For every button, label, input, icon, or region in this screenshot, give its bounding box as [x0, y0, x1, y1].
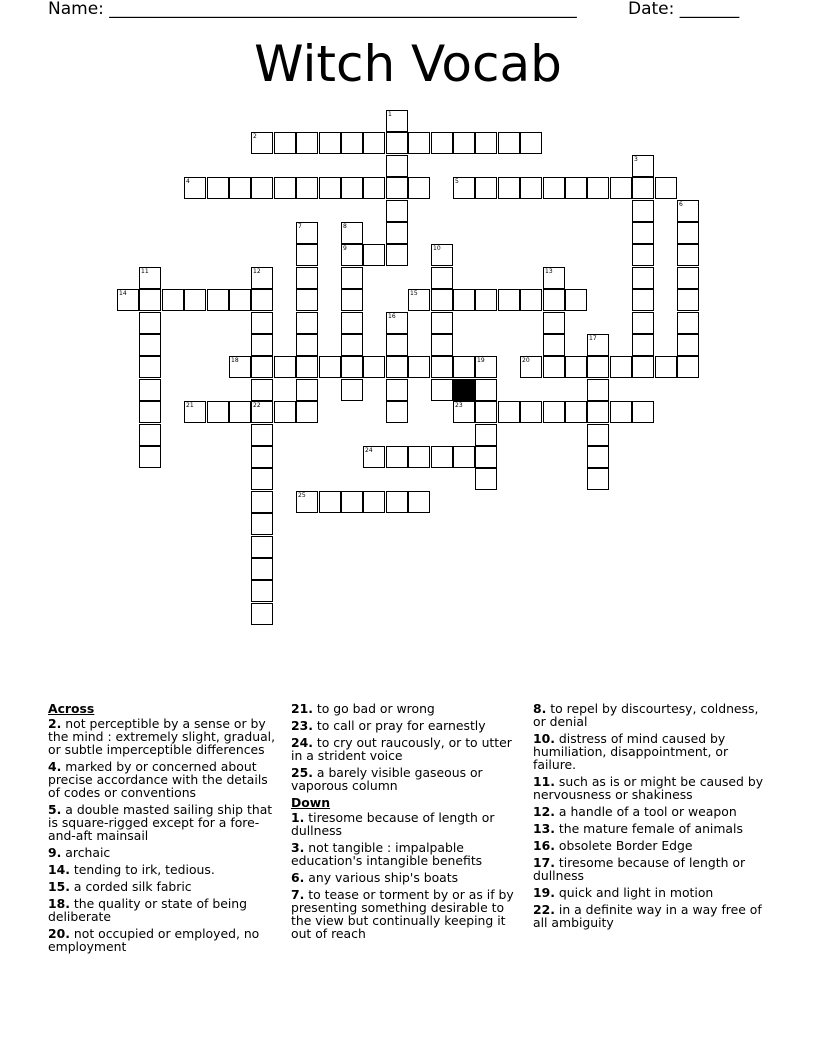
- page-title: Witch Vocab: [254, 35, 562, 93]
- across-clue: [48, 863, 282, 876]
- clue-column-1: [48, 702, 282, 957]
- crossword-cell[interactable]: [386, 155, 408, 177]
- clue-number-label: 5.: [48, 802, 62, 817]
- crossword-cell[interactable]: [632, 356, 654, 378]
- down-clue: [291, 871, 525, 884]
- crossword-cell[interactable]: [475, 177, 497, 199]
- clue-text: a double masted sailing ship that is square-rigged except for a fore-and-aft mainsail: [48, 802, 273, 843]
- crossword-cell[interactable]: [139, 334, 161, 356]
- clue-number: 6: [679, 201, 683, 208]
- crossword-cell[interactable]: [498, 132, 520, 154]
- clue-number-label: 8.: [533, 701, 547, 716]
- crossword-cell[interactable]: [453, 401, 475, 423]
- clue-number-label: 7.: [291, 887, 305, 902]
- clue-text: in a definite way in a way free of all ambiguity: [533, 902, 762, 930]
- crossword-cell[interactable]: [363, 356, 385, 378]
- crossword-cell[interactable]: [341, 356, 363, 378]
- crossword-cell[interactable]: [139, 401, 161, 423]
- crossword-cell[interactable]: [632, 155, 654, 177]
- across-clue: [291, 736, 525, 762]
- clue-text: distress of mind caused by humiliation, disappointment, or failure.: [533, 731, 729, 772]
- crossword-cell[interactable]: [632, 289, 654, 311]
- crossword-cell[interactable]: [543, 334, 565, 356]
- crossword-cell[interactable]: [475, 379, 497, 401]
- crossword-cell[interactable]: [341, 289, 363, 311]
- crossword-cell[interactable]: [543, 401, 565, 423]
- crossword-cell[interactable]: [677, 244, 699, 266]
- crossword-cell[interactable]: [565, 289, 587, 311]
- crossword-cell[interactable]: [251, 536, 273, 558]
- crossword-cell[interactable]: [431, 446, 453, 468]
- crossword-cell[interactable]: [408, 177, 430, 199]
- crossword-cell[interactable]: [319, 132, 341, 154]
- crossword-cell[interactable]: [341, 244, 363, 266]
- clue-number-label: 12.: [533, 804, 555, 819]
- across-clue: [48, 880, 282, 893]
- crossword-cell[interactable]: [251, 446, 273, 468]
- clue-number-label: 4.: [48, 759, 62, 774]
- crossword-cell[interactable]: [207, 177, 229, 199]
- clue-number-label: 1.: [291, 810, 305, 825]
- across-clue: [48, 803, 282, 842]
- black-square: [453, 379, 475, 401]
- crossword-cell[interactable]: [251, 312, 273, 334]
- clue-number-label: 17.: [533, 855, 555, 870]
- crossword-cell[interactable]: [520, 289, 542, 311]
- crossword-cell[interactable]: [229, 289, 251, 311]
- clue-text: to call or pray for earnestly: [316, 718, 486, 733]
- clue-number: 13: [545, 268, 553, 275]
- clue-number-label: 16.: [533, 838, 555, 853]
- crossword-cell[interactable]: [296, 244, 318, 266]
- clue-text: a corded silk fabric: [73, 879, 192, 894]
- clue-text: quick and light in motion: [558, 885, 714, 900]
- crossword-cell[interactable]: [363, 446, 385, 468]
- clue-text: the quality or state of being deliberate: [48, 896, 247, 924]
- crossword-cell[interactable]: [251, 334, 273, 356]
- crossword-cell[interactable]: [139, 356, 161, 378]
- down-clue: [533, 839, 767, 852]
- clue-number-label: 9.: [48, 845, 62, 860]
- clue-number-label: 2.: [48, 716, 62, 731]
- clue-number-label: 25.: [291, 765, 313, 780]
- clue-number-label: 22.: [533, 902, 555, 917]
- crossword-cell[interactable]: [677, 200, 699, 222]
- crossword-cell[interactable]: [296, 491, 318, 513]
- crossword-cell[interactable]: [184, 289, 206, 311]
- crossword-cell[interactable]: [610, 356, 632, 378]
- crossword-cell[interactable]: [274, 401, 296, 423]
- crossword-cell[interactable]: [296, 356, 318, 378]
- clue-number-label: 23.: [291, 718, 313, 733]
- down-clue: [533, 775, 767, 801]
- crossword-cell[interactable]: [139, 289, 161, 311]
- clue-number: 14: [119, 290, 127, 297]
- crossword-cell[interactable]: [543, 289, 565, 311]
- crossword-cell[interactable]: [139, 446, 161, 468]
- clue-text: such as is or might be caused by nervousness or shakiness: [533, 774, 764, 802]
- crossword-cell[interactable]: [341, 312, 363, 334]
- clue-text: obsolete Border Edge: [558, 838, 693, 853]
- clue-number: 3: [634, 156, 638, 163]
- crossword-cell[interactable]: [543, 177, 565, 199]
- crossword-cell[interactable]: [453, 446, 475, 468]
- crossword-cell[interactable]: [408, 356, 430, 378]
- clue-text: tending to irk, tedious.: [73, 862, 215, 877]
- down-clue: [533, 886, 767, 899]
- down-heading: Down: [291, 795, 331, 810]
- clue-number: 8: [343, 223, 347, 230]
- crossword-cell[interactable]: [386, 491, 408, 513]
- crossword-cell[interactable]: [587, 468, 609, 490]
- crossword-cell[interactable]: [632, 200, 654, 222]
- crossword-cell[interactable]: [610, 401, 632, 423]
- clue-number-label: 6.: [291, 870, 305, 885]
- crossword-cell[interactable]: [386, 132, 408, 154]
- crossword-cell[interactable]: [296, 132, 318, 154]
- crossword-cell[interactable]: [677, 289, 699, 311]
- crossword-cell[interactable]: [475, 468, 497, 490]
- crossword-cell[interactable]: [565, 177, 587, 199]
- crossword-cell[interactable]: [677, 356, 699, 378]
- crossword-cell[interactable]: [453, 177, 475, 199]
- crossword-cell[interactable]: [251, 580, 273, 602]
- clue-number: 4: [186, 178, 190, 185]
- crossword-cell[interactable]: [677, 334, 699, 356]
- crossword-cell[interactable]: [632, 334, 654, 356]
- crossword-cell[interactable]: [632, 177, 654, 199]
- crossword-cell[interactable]: [251, 513, 273, 535]
- crossword-cell[interactable]: [431, 132, 453, 154]
- clue-number: 20: [522, 357, 530, 364]
- crossword-cell[interactable]: [632, 401, 654, 423]
- crossword-cell[interactable]: [386, 401, 408, 423]
- crossword-cell[interactable]: [341, 177, 363, 199]
- crossword-cell[interactable]: [498, 177, 520, 199]
- crossword-cell[interactable]: [207, 401, 229, 423]
- clue-number-label: 10.: [533, 731, 555, 746]
- crossword-cell[interactable]: [139, 424, 161, 446]
- crossword-cell[interactable]: [453, 356, 475, 378]
- crossword-cell[interactable]: [274, 177, 296, 199]
- crossword-cell[interactable]: [632, 244, 654, 266]
- clue-number: 25: [298, 492, 306, 499]
- clue-text: to go bad or wrong: [316, 701, 435, 716]
- across-clue: [48, 717, 282, 756]
- crossword-cell[interactable]: [319, 177, 341, 199]
- down-clue: [533, 822, 767, 835]
- crossword-cell[interactable]: [408, 132, 430, 154]
- crossword-cell[interactable]: [139, 379, 161, 401]
- crossword-cell[interactable]: [251, 401, 273, 423]
- clue-number: 18: [231, 357, 239, 364]
- crossword-cell[interactable]: [677, 312, 699, 334]
- crossword-cell[interactable]: [251, 424, 273, 446]
- crossword-cell[interactable]: [431, 312, 453, 334]
- clue-number-label: 19.: [533, 885, 555, 900]
- crossword-cell[interactable]: [386, 356, 408, 378]
- crossword-cell[interactable]: [408, 289, 430, 311]
- crossword-cell[interactable]: [632, 267, 654, 289]
- crossword-cell[interactable]: [543, 267, 565, 289]
- crossword-cell[interactable]: [251, 267, 273, 289]
- crossword-cell[interactable]: [408, 491, 430, 513]
- crossword-cell[interactable]: [520, 177, 542, 199]
- crossword-cell[interactable]: [251, 558, 273, 580]
- clue-number: 19: [477, 357, 485, 364]
- clue-number: 16: [388, 313, 396, 320]
- clue-text: a handle of a tool or weapon: [558, 804, 737, 819]
- clue-text: a barely visible gaseous or vaporous column: [291, 765, 483, 793]
- clue-number: 9: [343, 245, 347, 252]
- crossword-cell[interactable]: [296, 222, 318, 244]
- crossword-cell[interactable]: [229, 356, 251, 378]
- across-clue: [291, 766, 525, 792]
- clue-number: 23: [455, 402, 463, 409]
- crossword-cell[interactable]: [431, 267, 453, 289]
- crossword-cell[interactable]: [251, 132, 273, 154]
- clue-number: 2: [253, 133, 257, 140]
- crossword-cell[interactable]: [341, 491, 363, 513]
- crossword-cell[interactable]: [632, 222, 654, 244]
- across-clue: [48, 897, 282, 923]
- crossword-cell[interactable]: [386, 222, 408, 244]
- crossword-cell[interactable]: [587, 177, 609, 199]
- clue-number: 10: [433, 245, 441, 252]
- crossword-cell[interactable]: [274, 132, 296, 154]
- crossword-cell[interactable]: [319, 491, 341, 513]
- across-clue: [48, 927, 282, 953]
- crossword-cell[interactable]: [520, 132, 542, 154]
- across-clue: [291, 702, 525, 715]
- crossword-cell[interactable]: [632, 312, 654, 334]
- down-clue: [291, 841, 525, 867]
- crossword-cell[interactable]: [274, 356, 296, 378]
- clue-column-2: [291, 702, 525, 944]
- crossword-cell[interactable]: [386, 200, 408, 222]
- clue-text: any various ship's boats: [308, 870, 459, 885]
- crossword-cell[interactable]: [431, 244, 453, 266]
- crossword-cell[interactable]: [296, 289, 318, 311]
- clue-number: 21: [186, 402, 194, 409]
- clue-number-label: 11.: [533, 774, 555, 789]
- crossword-cell[interactable]: [207, 289, 229, 311]
- crossword-cell[interactable]: [520, 401, 542, 423]
- crossword-cell[interactable]: [162, 289, 184, 311]
- clue-number-label: 15.: [48, 879, 70, 894]
- crossword-cell[interactable]: [251, 468, 273, 490]
- crossword-cell[interactable]: [229, 177, 251, 199]
- across-clue: [291, 719, 525, 732]
- crossword-cell[interactable]: [117, 289, 139, 311]
- crossword-cell[interactable]: [139, 312, 161, 334]
- crossword-cell[interactable]: [296, 334, 318, 356]
- down-clue: [533, 856, 767, 882]
- crossword-cell[interactable]: [251, 177, 273, 199]
- crossword-cell[interactable]: [139, 267, 161, 289]
- clue-number: 12: [253, 268, 261, 275]
- crossword-cell[interactable]: [363, 132, 385, 154]
- crossword-cell[interactable]: [386, 334, 408, 356]
- clue-number-label: 13.: [533, 821, 555, 836]
- crossword-cell[interactable]: [296, 177, 318, 199]
- down-clue: [291, 888, 525, 940]
- crossword-cell[interactable]: [655, 356, 677, 378]
- across-clue: [48, 846, 282, 859]
- crossword-cell[interactable]: [341, 334, 363, 356]
- crossword-cell[interactable]: [498, 401, 520, 423]
- crossword-cell[interactable]: [386, 244, 408, 266]
- crossword-cell[interactable]: [587, 424, 609, 446]
- crossword-cell[interactable]: [543, 356, 565, 378]
- clue-number: 22: [253, 402, 261, 409]
- clue-number: 11: [141, 268, 149, 275]
- clue-text: archaic: [65, 845, 111, 860]
- crossword-cell[interactable]: [543, 312, 565, 334]
- clue-number: 15: [410, 290, 418, 297]
- clue-text: the mature female of animals: [558, 821, 743, 836]
- crossword-cell[interactable]: [520, 356, 542, 378]
- clue-number-label: 14.: [48, 862, 70, 877]
- clue-number: 17: [589, 335, 597, 342]
- crossword-cell[interactable]: [610, 177, 632, 199]
- clue-number: 24: [365, 447, 373, 454]
- crossword-cell[interactable]: [587, 356, 609, 378]
- crossword-cell[interactable]: [587, 334, 609, 356]
- clue-column-3: [533, 702, 767, 933]
- crossword-cell[interactable]: [229, 401, 251, 423]
- crossword-cell[interactable]: [184, 177, 206, 199]
- crossword-cell[interactable]: [587, 401, 609, 423]
- crossword-cell[interactable]: [319, 356, 341, 378]
- down-clue: [533, 903, 767, 929]
- clue-number-label: 21.: [291, 701, 313, 716]
- across-heading: Across: [48, 701, 95, 716]
- down-clue: [291, 811, 525, 837]
- down-clue: [533, 805, 767, 818]
- crossword-cell[interactable]: [251, 356, 273, 378]
- crossword-cell[interactable]: [251, 379, 273, 401]
- crossword-cell[interactable]: [296, 401, 318, 423]
- crossword-cell[interactable]: [475, 446, 497, 468]
- crossword-cell[interactable]: [341, 222, 363, 244]
- crossword-cell[interactable]: [386, 177, 408, 199]
- crossword-cell[interactable]: [565, 401, 587, 423]
- crossword-cell[interactable]: [408, 446, 430, 468]
- clue-number-label: 24.: [291, 735, 313, 750]
- crossword-cell[interactable]: [677, 267, 699, 289]
- clue-number: 1: [388, 111, 392, 118]
- crossword-cell[interactable]: [655, 177, 677, 199]
- crossword-cell[interactable]: [363, 491, 385, 513]
- name-field-label: Name: _______________________________________________________: [48, 0, 577, 19]
- crossword-cell[interactable]: [475, 401, 497, 423]
- across-clue: [48, 760, 282, 799]
- crossword-cell[interactable]: [386, 446, 408, 468]
- crossword-cell[interactable]: [386, 312, 408, 334]
- crossword-cell[interactable]: [565, 356, 587, 378]
- clue-number: 5: [455, 178, 459, 185]
- crossword-cell[interactable]: [475, 289, 497, 311]
- crossword-cell[interactable]: [296, 312, 318, 334]
- crossword-cell[interactable]: [363, 244, 385, 266]
- crossword-cell[interactable]: [475, 356, 497, 378]
- crossword-cell[interactable]: [251, 603, 273, 625]
- down-clue: [533, 702, 767, 728]
- crossword-cell[interactable]: [184, 401, 206, 423]
- crossword-cell[interactable]: [386, 379, 408, 401]
- crossword-cell[interactable]: [251, 289, 273, 311]
- crossword-cell[interactable]: [386, 110, 408, 132]
- crossword-cell[interactable]: [431, 356, 453, 378]
- crossword-cell[interactable]: [251, 491, 273, 513]
- clue-number-label: 18.: [48, 896, 70, 911]
- crossword-cell[interactable]: [475, 424, 497, 446]
- crossword-cell[interactable]: [341, 379, 363, 401]
- clue-text: not occupied or employed, no employment: [48, 926, 260, 954]
- clue-text: tiresome because of length or dullness: [533, 855, 746, 883]
- clue-text: not perceptible by a sense or by the mind : extremely slight, gradual, or subtle imperceptible differences: [48, 716, 276, 757]
- clue-number: 7: [298, 223, 302, 230]
- clue-text: tiresome because of length or dullness: [291, 810, 495, 838]
- clue-text: not tangible : impalpable education's intangible benefits: [291, 840, 483, 868]
- down-clue: [533, 732, 767, 771]
- crossword-cell[interactable]: [475, 132, 497, 154]
- crossword-cell[interactable]: [677, 222, 699, 244]
- crossword-cell[interactable]: [453, 289, 475, 311]
- clue-text: marked by or concerned about precise accordance with the details of codes or conventions: [48, 759, 268, 800]
- crossword-cell[interactable]: [498, 289, 520, 311]
- clue-number-label: 3.: [291, 840, 305, 855]
- crossword-cell[interactable]: [296, 267, 318, 289]
- crossword-cell[interactable]: [363, 177, 385, 199]
- crossword-cell[interactable]: [341, 267, 363, 289]
- date-field-label: Date: _______: [628, 0, 740, 19]
- clue-number-label: 20.: [48, 926, 70, 941]
- crossword-cell[interactable]: [587, 446, 609, 468]
- crossword-cell[interactable]: [587, 379, 609, 401]
- crossword-cell[interactable]: [431, 289, 453, 311]
- crossword-cell[interactable]: [431, 334, 453, 356]
- crossword-cell[interactable]: [341, 132, 363, 154]
- crossword-cell[interactable]: [431, 379, 453, 401]
- clue-text: to cry out raucously, or to utter in a strident voice: [291, 735, 512, 763]
- crossword-cell[interactable]: [296, 379, 318, 401]
- crossword-cell[interactable]: [453, 132, 475, 154]
- clue-text: to repel by discourtesy, coldness, or denial: [533, 701, 759, 729]
- clue-text: to tease or torment by or as if by presenting something desirable to the view but continually keeping it out of reach: [291, 887, 514, 941]
